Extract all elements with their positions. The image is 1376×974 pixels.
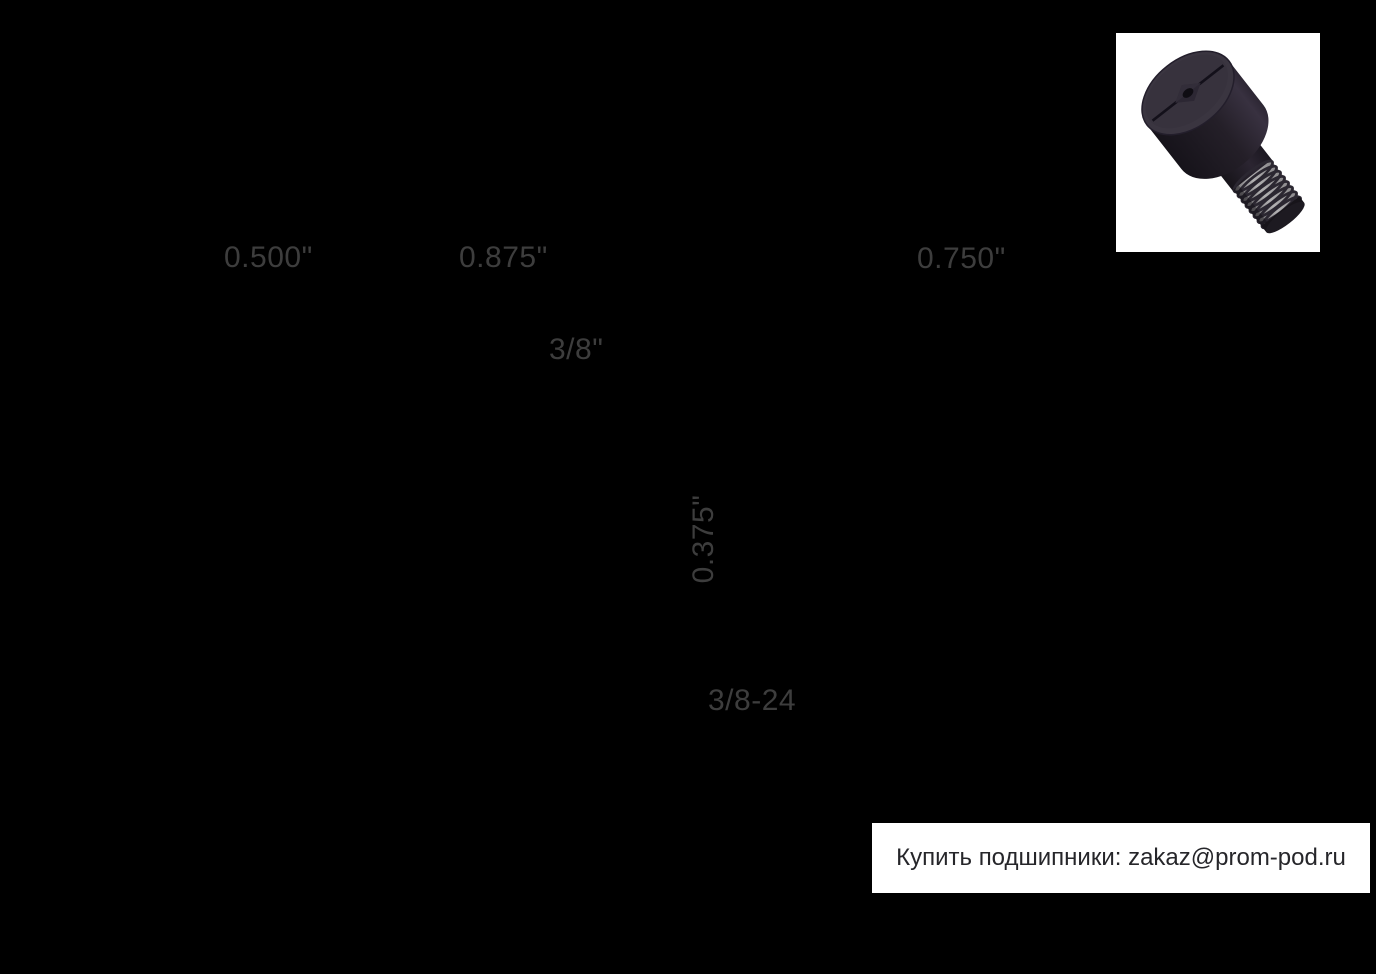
dimension-3-8-label: 3/8" — [549, 333, 604, 366]
product-photo-box — [1116, 33, 1320, 252]
cam-follower-bearing-photo — [1116, 33, 1320, 252]
dimension-0500-label: 0.500" — [224, 241, 313, 274]
dimension-0375-vertical-label: 0.375" — [687, 494, 720, 584]
dimension-0750-label: 0.750" — [917, 242, 1006, 275]
contact-text: Купить подшипники: zakaz@prom-pod.ru — [896, 844, 1346, 871]
contact-banner — [872, 823, 1370, 893]
thread-spec-label: 3/8-24 — [708, 684, 797, 717]
dimension-0875-label: 0.875" — [459, 241, 548, 274]
